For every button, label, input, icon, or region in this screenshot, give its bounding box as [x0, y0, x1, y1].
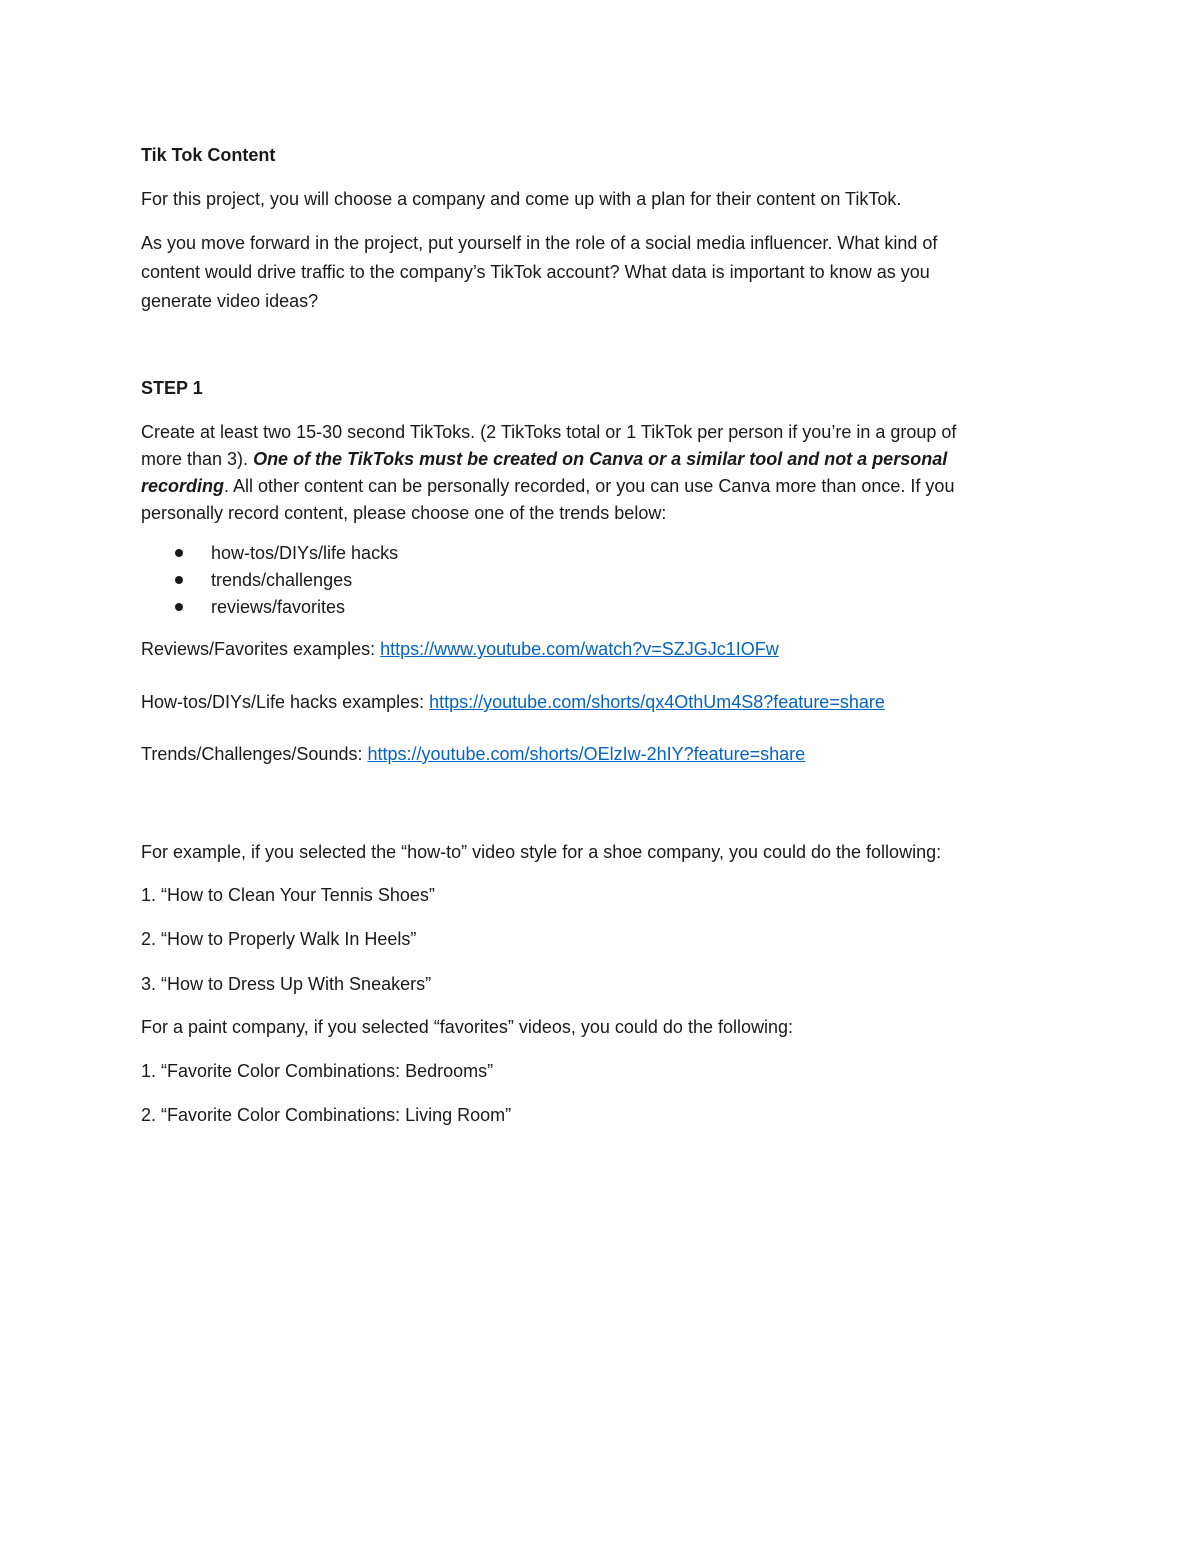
trends-examples-row — [141, 741, 1061, 768]
howtos-examples-label: How-tos/DIYs/Life hacks examples: — [141, 692, 430, 712]
reviews-examples-label: Reviews/Favorites examples: — [141, 639, 381, 659]
step-paragraph-line-2-text: more than 3). — [141, 449, 254, 469]
bullet-icon — [175, 549, 183, 557]
paint-example-item: 1. “Favorite Color Combinations: Bedrooms” — [141, 1061, 494, 1081]
list-item: how-tos/DIYs/life hacks — [211, 543, 399, 563]
intro-paragraph: For this project, you will choose a company and come up with a plan for their content on TikTok. — [141, 189, 902, 209]
role-paragraph-line-1: As you move forward in the project, put yourself in the role of a social media influencer. What kind of — [141, 233, 938, 253]
recording-emphasis: recording — [141, 476, 225, 496]
reviews-examples-link[interactable]: https://www.youtube.com/watch?v=SZJGJc1IOFw — [380, 639, 779, 659]
step-paragraph-line-2 — [141, 446, 1061, 473]
role-paragraph-line-3: generate video ideas? — [141, 291, 319, 311]
shoe-example-item: 2. “How to Properly Walk In Heels” — [141, 929, 417, 949]
step-paragraph-line-3-text: . All other content can be personally recorded, or you can use Canva more than once. If you — [224, 476, 955, 496]
list-item: trends/challenges — [211, 570, 353, 590]
trends-examples-label: Trends/Challenges/Sounds: — [141, 744, 368, 764]
howtos-examples-link[interactable]: https://youtube.com/shorts/qx4OthUm4S8?feature=share — [429, 692, 885, 712]
step-paragraph-line-3 — [141, 473, 1061, 500]
step-paragraph-line-4: personally record content, please choose one of the trends below: — [141, 503, 667, 523]
trends-examples-link[interactable]: https://youtube.com/shorts/OElzIw-2hIY?feature=share — [367, 744, 806, 764]
paint-example-intro: For a paint company, if you selected “favorites” videos, you could do the following: — [141, 1017, 794, 1037]
shoe-example-item: 3. “How to Dress Up With Sneakers” — [141, 974, 432, 994]
bullet-icon — [175, 603, 183, 611]
step-paragraph-line-1: Create at least two 15-30 second TikToks. (2 TikToks total or 1 TikTok per person if you’re in a group of — [141, 422, 957, 442]
paint-example-item: 2. “Favorite Color Combinations: Living Room” — [141, 1105, 512, 1125]
page-title: Tik Tok Content — [141, 145, 276, 165]
step-heading: STEP 1 — [141, 378, 203, 398]
canva-requirement-emphasis: One of the TikToks must be created on Canva or a similar tool and not a personal — [253, 449, 948, 469]
shoe-example-intro: For example, if you selected the “how-to” video style for a shoe company, you could do the following: — [141, 842, 942, 862]
reviews-examples-row — [141, 636, 1061, 663]
shoe-example-item: 1. “How to Clean Your Tennis Shoes” — [141, 885, 435, 905]
list-item: reviews/favorites — [211, 597, 346, 617]
howtos-examples-row — [141, 689, 1061, 716]
role-paragraph-line-2: content would drive traffic to the company’s TikTok account? What data is important to know as you — [141, 262, 930, 282]
bullet-icon — [175, 576, 183, 584]
